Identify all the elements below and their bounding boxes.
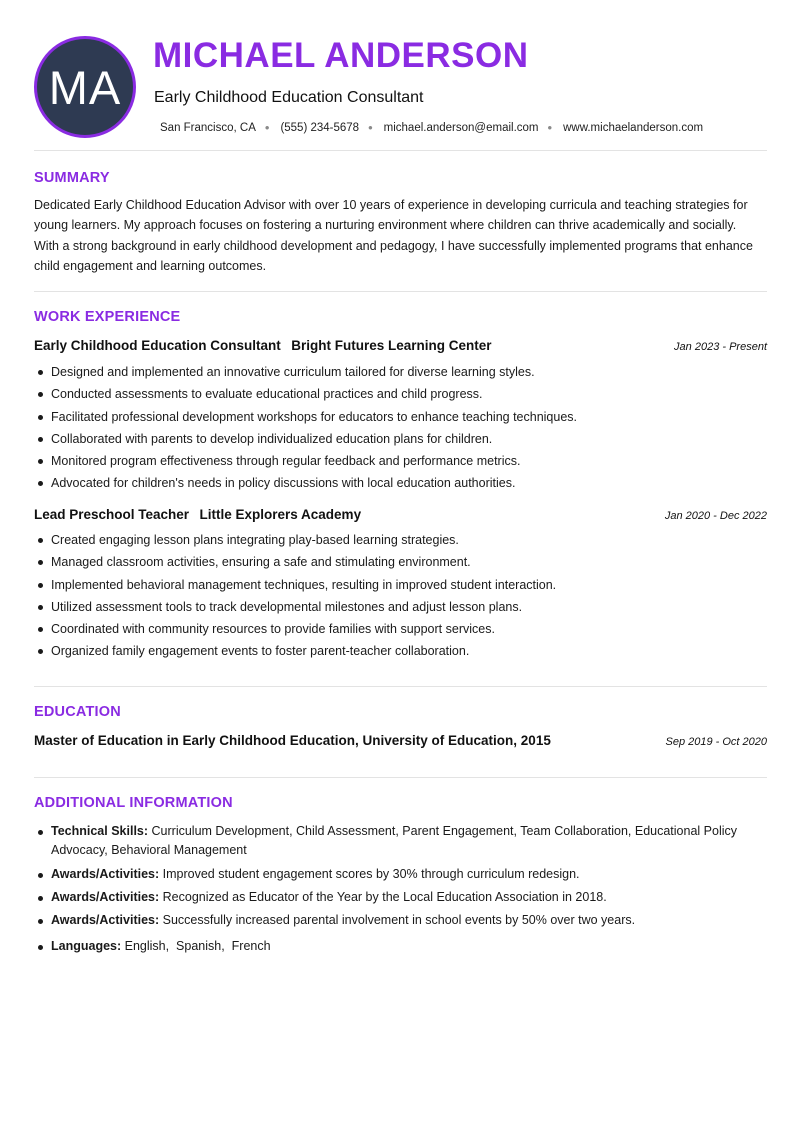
job-dates: Jan 2020 - Dec 2022 <box>664 510 767 522</box>
job-header <box>34 506 767 524</box>
list-item <box>51 937 781 956</box>
list-item: Organized family engagement events to foster parent-teacher collaboration. <box>51 643 791 659</box>
info-text: Improved student engagement scores by 30% through curriculum redesign. <box>162 867 580 881</box>
job-title: Early Childhood Education Consultant <box>34 338 281 353</box>
job-company: Little Explorers Academy <box>199 507 362 522</box>
candidate-name: MICHAEL ANDERSON <box>153 36 529 75</box>
info-text: Recognized as Educator of the Year by the Local Education Association in 2018. <box>162 890 607 904</box>
education-heading: EDUCATION <box>34 704 121 720</box>
contact-email[interactable]: michael.anderson@email.com <box>383 121 539 134</box>
additional-list <box>34 822 781 956</box>
list-item <box>51 865 781 884</box>
experience-heading: WORK EXPERIENCE <box>34 309 181 325</box>
info-label: Awards/Activities: <box>51 867 160 881</box>
list-item <box>51 888 781 907</box>
info-label: Languages: <box>51 939 122 953</box>
divider <box>34 686 767 687</box>
info-label: Technical Skills: <box>51 824 149 838</box>
list-item <box>51 822 781 860</box>
separator-dot-icon: • <box>264 120 270 135</box>
separator-dot-icon: • <box>368 120 373 135</box>
avatar <box>34 36 136 138</box>
list-item: Created engaging lesson plans integrating play-based learning strategies. <box>51 532 791 548</box>
avatar-initials: MA <box>48 60 122 114</box>
summary-heading: SUMMARY <box>34 170 110 186</box>
contact-phone: (555) 234-5678 <box>280 121 360 134</box>
info-label: Awards/Activities: <box>51 890 160 904</box>
list-item: Coordinated with community resources to provide families with support services. <box>51 621 791 637</box>
list-item: Conducted assessments to evaluate educational practices and child progress. <box>51 386 791 402</box>
list-item: Collaborated with parents to develop individualized education plans for children. <box>51 431 791 447</box>
education-entry <box>34 733 767 748</box>
job-dates: Jan 2023 - Present <box>674 341 767 353</box>
divider <box>34 777 767 778</box>
list-item <box>51 911 781 930</box>
contact-location: San Francisco, CA <box>160 121 256 134</box>
info-text: Curriculum Development, Child Assessment, Parent Engagement, Team Collaboration, Educational Policy Advocacy, Behavioral Management <box>51 824 737 857</box>
list-item: Designed and implemented an innovative curriculum tailored for diverse learning styles. <box>51 364 791 380</box>
divider <box>34 150 767 151</box>
separator-dot-icon: • <box>547 120 553 135</box>
summary-text: Dedicated Early Childhood Education Advisor with over 10 years of experience in developing curricula and teaching strategies for young learners. My approach focuses on fostering a nurturing environment where children can thrive academically and socially. With a strong background in early childhood development and pedagogy, I have successfully implemented programs that enhance child engagement and learning outcomes. <box>34 198 753 273</box>
list-item: Managed classroom activities, ensuring a safe and stimulating environment. <box>51 554 791 570</box>
education-dates: Sep 2019 - Oct 2020 <box>665 736 767 748</box>
info-label: Awards/Activities: <box>51 913 160 927</box>
job-title: Lead Preschool Teacher <box>34 507 190 522</box>
job-bullets <box>34 532 791 666</box>
list-item: Implemented behavioral management techniques, resulting in improved student interaction. <box>51 577 791 593</box>
list-item: Facilitated professional development workshops for educators to enhance teaching techniques. <box>51 409 791 425</box>
contact-bar <box>160 120 703 135</box>
divider <box>34 291 767 292</box>
info-text: Successfully increased parental involvement in school events by 50% over two years. <box>162 913 636 927</box>
additional-heading: ADDITIONAL INFORMATION <box>34 795 233 811</box>
job-company: Bright Futures Learning Center <box>291 338 492 353</box>
contact-website[interactable]: www.michaelanderson.com <box>563 121 704 134</box>
list-item: Advocated for children's needs in policy discussions with local education authorities. <box>51 475 791 491</box>
candidate-title: Early Childhood Education Consultant <box>154 89 424 106</box>
list-item: Monitored program effectiveness through regular feedback and performance metrics. <box>51 453 791 469</box>
job-bullets <box>34 364 791 498</box>
education-degree: Master of Education in Early Childhood Education, University of Education, 2015 <box>34 733 551 748</box>
job-header <box>34 337 767 355</box>
info-text: English, Spanish, French <box>124 939 271 953</box>
list-item: Utilized assessment tools to track developmental milestones and adjust lesson plans. <box>51 599 791 615</box>
